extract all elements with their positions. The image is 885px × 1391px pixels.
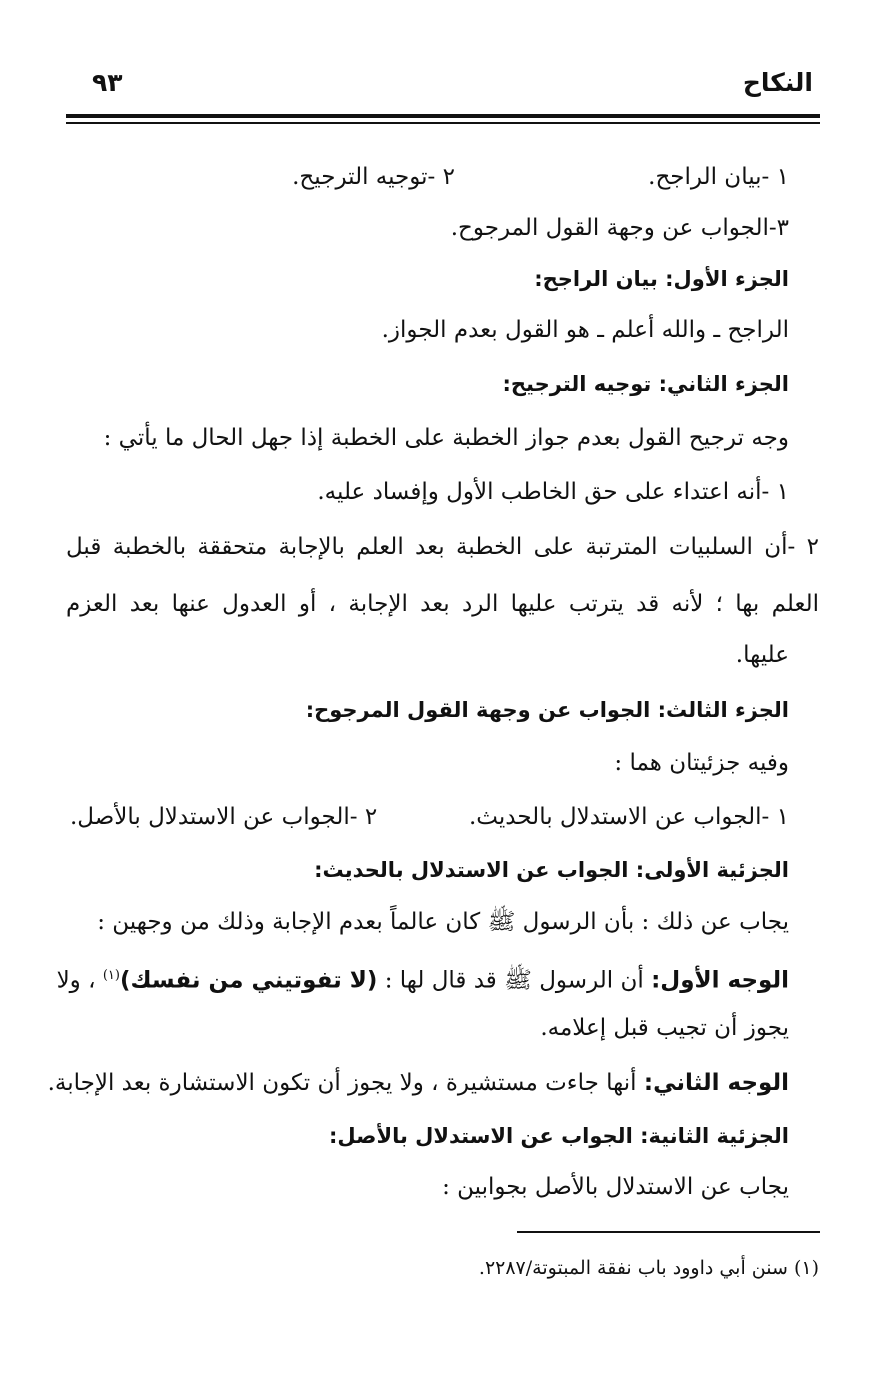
paragraph-line: وجه ترجيح القول بعدم جواز الخطبة على الخطبة إذا جهل الحال ما يأتي : [103, 425, 789, 451]
heading-part-1: الجزء الأول: بيان الراجح: [534, 267, 789, 291]
paragraph-line [48, 1066, 789, 1100]
footnote: (١) سنن أبي داوود باب نفقة المبتوتة/٢٢٨٧. [478, 1257, 819, 1279]
heading-part-2: الجزء الثاني: توجيه الترجيح: [502, 372, 789, 396]
list-item-3: ٣-الجواب عن وجهة القول المرجوح. [450, 215, 789, 241]
label-second-aspect: الوجه الثاني: [643, 1070, 789, 1096]
subheading-2: الجزئية الثانية: الجواب عن الاستدلال بالأصل: [329, 1124, 789, 1148]
page-number: ٩٣ [92, 68, 123, 97]
paragraph-line: ٢ -أن السلبيات المترتبة على الخطبة بعد العلم بالإجابة متحققة بالخطبة قبل [66, 534, 819, 560]
inline-text: أن الرسول ﷺ قد قال لها : [377, 967, 652, 994]
list-item-2: ٢ -الجواب عن الاستدلال بالأصل. [70, 804, 378, 830]
hadith-quote: (لا تفوتيني من نفسك) [119, 967, 378, 994]
inline-text: أنها جاءت مستشيرة ، ولا يجوز أن تكون الاستشارة بعد الإجابة. [47, 1070, 644, 1096]
paragraph-line [57, 959, 789, 998]
list-item-2: ٢ -توجيه الترجيح. [292, 164, 455, 190]
paragraph-line: عليها. [735, 642, 789, 668]
page-header-title: النكاح [742, 68, 813, 97]
list-item-1: ١ -الجواب عن الاستدلال بالحديث. [468, 804, 789, 830]
paragraph-line: يجاب عن ذلك : بأن الرسول ﷺ كان عالماً بعدم الإجابة وذلك من وجهين : [97, 909, 789, 935]
paragraph-line: وفيه جزئيتان هما : [614, 750, 789, 776]
footnote-separator [517, 1231, 820, 1233]
paragraph-line: يجاب عن الاستدلال بالأصل بجوابين : [442, 1174, 789, 1200]
paragraph-line: العلم بها ؛ لأنه قد يترتب عليها الرد بعد الإجابة ، أو العدول عنها بعد العزم [66, 591, 819, 617]
footnote-ref: (١) [102, 968, 120, 983]
paragraph-line: يجوز أن تجيب قبل إعلامه. [540, 1015, 789, 1041]
header-rule-thin [66, 122, 820, 124]
subheading-1: الجزئية الأولى: الجواب عن الاستدلال بالحديث: [314, 858, 789, 882]
inline-text: ، ولا [56, 967, 103, 994]
label-first-aspect: الوجه الأول: [651, 967, 789, 994]
paragraph-line: الراجح ـ والله أعلم ـ هو القول بعدم الجواز. [381, 317, 789, 343]
heading-part-3: الجزء الثالث: الجواب عن وجهة القول المرجوح: [305, 698, 789, 722]
paragraph-line: ١ -أنه اعتداء على حق الخاطب الأول وإفساد عليه. [317, 479, 789, 505]
list-item-1: ١ -بيان الراجح. [648, 164, 789, 190]
header-rule-thick [66, 114, 820, 118]
